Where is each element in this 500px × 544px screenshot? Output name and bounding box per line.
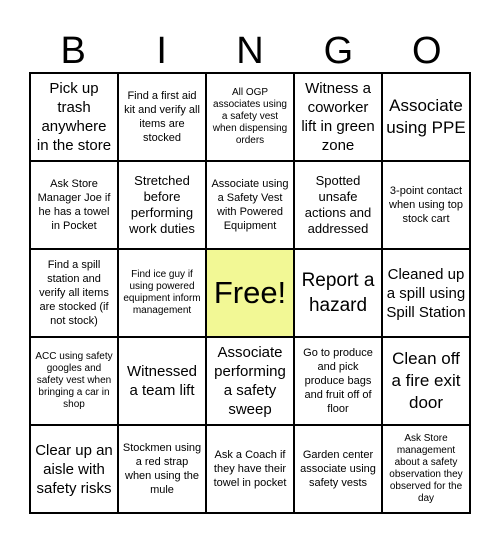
bingo-cell-2-4[interactable] — [294, 161, 382, 249]
bingo-cell-5-2[interactable] — [118, 425, 206, 513]
bingo-cell-2-1[interactable] — [30, 161, 118, 249]
bingo-cell-3-1[interactable] — [30, 249, 118, 337]
bingo-cell-5-5[interactable] — [382, 425, 470, 513]
bingo-header — [29, 30, 471, 72]
bingo-cell-4-1[interactable] — [30, 337, 118, 425]
bingo-cell-5-4[interactable] — [294, 425, 382, 513]
cell-text: Go to produce and pick produce bags and fruit off of floor — [303, 347, 373, 415]
cell-text: Associate using PPE — [386, 96, 466, 137]
cell-text: Report a hazard — [301, 270, 375, 316]
bingo-cell-4-2[interactable] — [118, 337, 206, 425]
bingo-cell-3-4[interactable] — [294, 249, 382, 337]
cell-text: Associate using a Safety Vest with Powered Equipment — [211, 178, 289, 232]
bingo-cell-1-1[interactable] — [30, 73, 118, 161]
bingo-cell-3-5[interactable] — [382, 249, 470, 337]
cell-text: Find a spill station and verify all items are stocked (if not stock) — [39, 259, 109, 327]
cell-text: Associate performing a safety sweep — [214, 344, 286, 418]
cell-text: Witnessed a team lift — [126, 363, 198, 399]
bingo-cell-2-5[interactable] — [382, 161, 470, 249]
cell-text: Find ice guy if using powered equipment inform management — [123, 269, 201, 316]
cell-text: Ask a Coach if they have their towel in pocket — [213, 449, 287, 489]
bingo-cell-1-3[interactable] — [206, 73, 294, 161]
cell-text: Stockmen using a red strap when using the mule — [122, 442, 202, 496]
header-letter-n: N — [236, 30, 264, 72]
cell-text: Find a first aid kit and verify all items are stocked — [124, 90, 200, 144]
header-letter-b: B — [60, 30, 86, 72]
bingo-cell-1-2[interactable] — [118, 73, 206, 161]
bingo-cell-1-4[interactable] — [294, 73, 382, 161]
cell-text: Clean off a fire exit door — [391, 349, 461, 412]
cell-text: ACC using safety googles and safety vest when bringing a car in shop — [35, 351, 113, 410]
cell-text: Ask Store management about a safety observation they observed for the day — [389, 433, 463, 504]
cell-text: Cleaned up a spill using Spill Station — [386, 265, 466, 321]
cell-text: Stretched before performing work duties — [129, 173, 195, 236]
header-letter-o: O — [412, 30, 442, 72]
bingo-cell-5-1[interactable] — [30, 425, 118, 513]
bingo-grid — [29, 72, 471, 514]
cell-text: Clear up an aisle with safety risks — [35, 441, 113, 497]
bingo-cell-2-3[interactable] — [206, 161, 294, 249]
bingo-cell-4-5[interactable] — [382, 337, 470, 425]
cell-text: Ask Store Manager Joe if he has a towel in Pocket — [37, 178, 111, 232]
cell-text: 3-point contact when using top stock cart — [389, 185, 463, 225]
bingo-cell-2-2[interactable] — [118, 161, 206, 249]
bingo-cell-4-4[interactable] — [294, 337, 382, 425]
bingo-cell-4-3[interactable] — [206, 337, 294, 425]
bingo-cell-free[interactable] — [206, 249, 294, 337]
cell-text: Pick up trash anywhere in the store — [36, 80, 112, 154]
cell-text: Garden center associate using safety vests — [300, 449, 376, 489]
free-space-text: Free! — [213, 275, 287, 310]
bingo-cell-5-3[interactable] — [206, 425, 294, 513]
header-letter-g: G — [323, 30, 354, 72]
bingo-cell-3-2[interactable] — [118, 249, 206, 337]
cell-text: Witness a coworker lift in green zone — [301, 80, 375, 154]
cell-text: All OGP associates using a safety vest when dispensing orders — [212, 87, 288, 146]
bingo-cell-1-5[interactable] — [382, 73, 470, 161]
header-letter-i: I — [156, 30, 167, 72]
cell-text: Spotted unsafe actions and addressed — [304, 173, 372, 236]
